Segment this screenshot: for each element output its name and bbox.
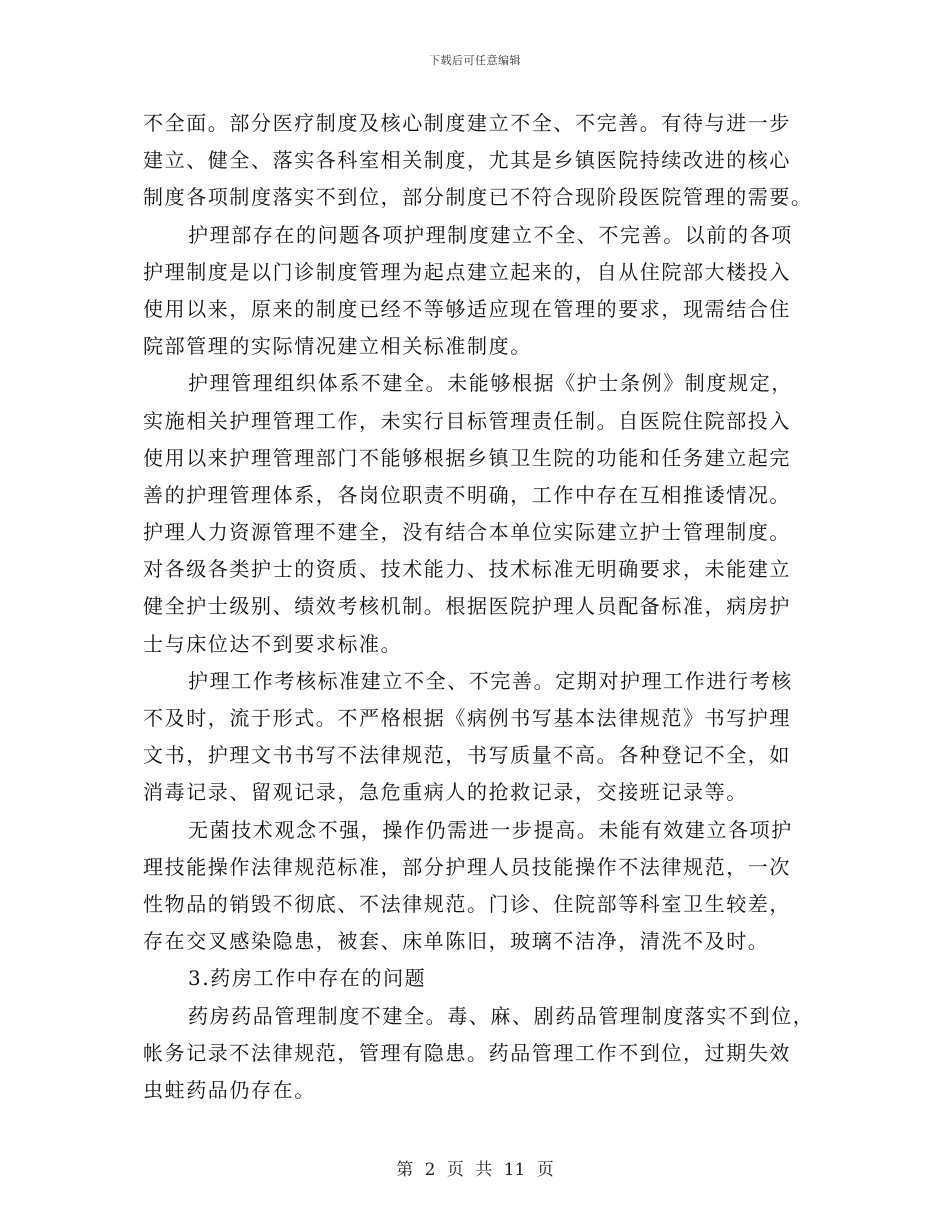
text-line: 对各级各类护士的资质、技术能力、技术标准无明确要求，未能建立 (143, 557, 791, 582)
text-line: 护理制度是以门诊制度管理为起点建立起来的，自从住院部大楼投入 (143, 259, 791, 284)
text-line: 药房药品管理制度不建全。毒、麻、剧药品管理制度落实不到位， (188, 1003, 815, 1028)
text-line: 院部管理的实际情况建立相关标准制度。 (143, 334, 532, 359)
document-body (143, 105, 813, 1109)
text-line: 士与床位达不到要求标准。 (143, 631, 403, 656)
text-line: 文书，护理文书书写不法律规范，书写质量不高。各种登记不全，如 (143, 743, 791, 768)
text-line: 虫蛀药品仍存在。 (143, 1077, 316, 1102)
text-line: 善的护理管理体系，各岗位职责不明确，工作中存在互相推诿情况。 (143, 482, 791, 507)
text-line: 护理部存在的问题各项护理制度建立不全、不完善。以前的各项 (188, 222, 793, 247)
text-line: 实施相关护理管理工作，未实行目标管理责任制。自医院住院部投入 (143, 408, 791, 433)
text-line: 护理人力资源管理不建全，没有结合本单位实际建立护士管理制度。 (143, 520, 791, 545)
text-line: 使用以来，原来的制度已经不等够适应现在管理的要求，现需结合住 (143, 296, 791, 321)
text-line: 使用以来护理管理部门不能够根据乡镇卫生院的功能和任务建立起完 (143, 445, 791, 470)
text-line: 性物品的销毁不彻底、不法律规范。门诊、住院部等科室卫生较差， (143, 891, 791, 916)
text-line: 建立、健全、落实各科室相关制度，尤其是乡镇医院持续改进的核心 (143, 148, 791, 173)
text-line: 存在交叉感染隐患，被套、床单陈旧，玻璃不洁净，清洗不及时。 (143, 929, 770, 954)
text-line: 制度各项制度落实不到位，部分制度已不符合现阶段医院管理的需要。 (143, 185, 813, 210)
text-line: 3.药房工作中存在的问题 (188, 966, 427, 991)
text-line: 健全护士级别、绩效考核机制。根据医院护理人员配备标准，病房护 (143, 594, 791, 619)
text-line: 不全面。部分医疗制度及核心制度建立不全、不完善。有待与进一步 (143, 111, 791, 135)
text-line: 护理工作考核标准建立不全、不完善。定期对护理工作进行考核 (188, 668, 793, 693)
text-line: 理技能操作法律规范标准，部分护理人员技能操作不法律规范，一次 (143, 854, 791, 879)
text-line: 不及时，流于形式。不严格根据《病例书写基本法律规范》书写护理 (143, 706, 791, 730)
text-line: 消毒记录、留观记录，急危重病人的抢救记录，交接班记录等。 (143, 780, 748, 805)
text-line: 帐务记录不法律规范，管理有隐患。药品管理工作不到位，过期失效 (143, 1040, 791, 1065)
text-line: 护理管理组织体系不建全。未能够根据《护士条例》制度规定， (188, 371, 793, 396)
page-footer: 第 2 页 共 11 页 (396, 1160, 554, 1180)
page-header: 下载后可任意编辑 (429, 54, 521, 67)
text-line: 无菌技术观念不强，操作仍需进一步提高。未能有效建立各项护 (188, 817, 793, 842)
